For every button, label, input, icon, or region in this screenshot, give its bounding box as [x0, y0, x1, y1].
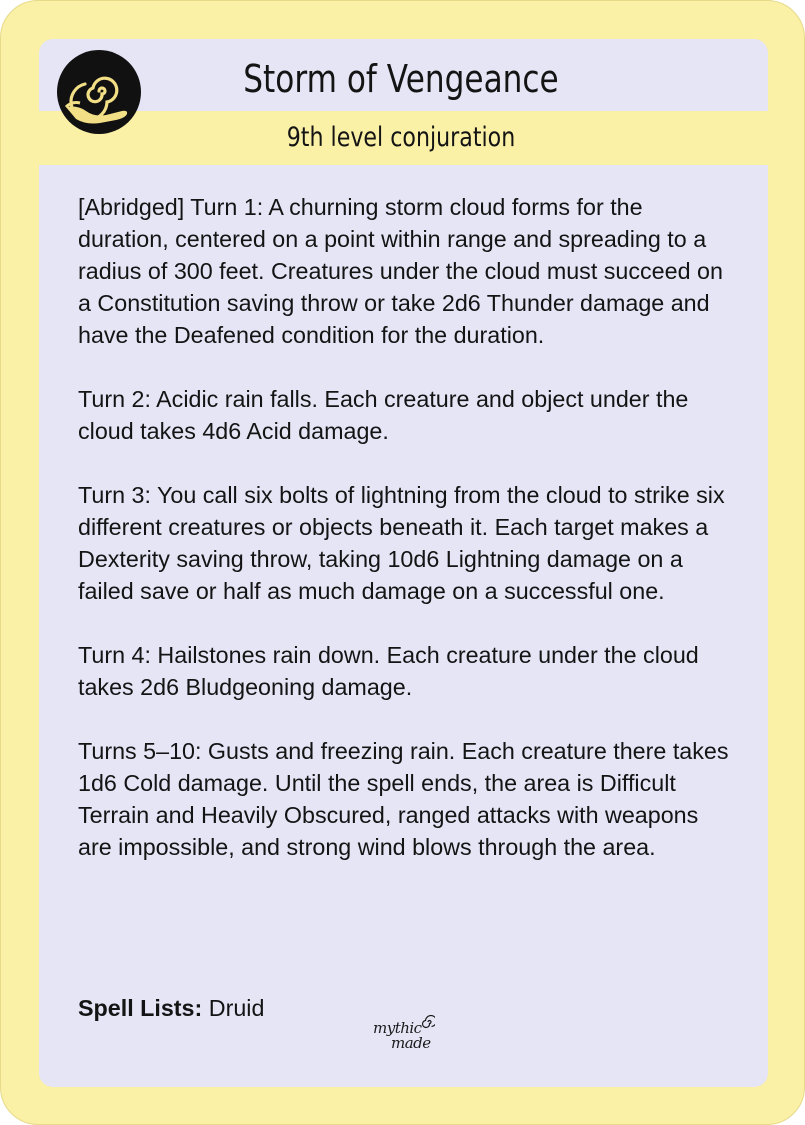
- spiral-hand-icon: [56, 49, 142, 135]
- description-paragraph: Turns 5–10: Gusts and freezing rain. Each creature there takes 1d6 Cold damage. Until the spell ends, the area is Difficult Terrain and Heavily Obscured, ranged attacks with weapons are impossible, and strong wind blows through the area.: [78, 738, 729, 860]
- mythic-made-logo: [369, 1015, 439, 1059]
- spell-description: [78, 191, 738, 895]
- logo-line-2: made: [391, 1034, 431, 1052]
- spell-title: Storm of Vengeance: [243, 57, 559, 101]
- description-paragraph: [Abridged] Turn 1: A churning storm cloud forms for the duration, centered on a point within range and spreading to a radius of 300 feet. Creatures under the cloud must succeed on a Constitution saving throw or take 2d6 Thunder damage and have the Deafened condition for the duration.: [78, 194, 723, 348]
- spell-lists: [78, 992, 264, 1024]
- logo-line-1: mythic: [373, 1019, 422, 1037]
- description-paragraph: Turn 2: Acidic rain falls. Each creature and object under the cloud takes 4d6 Acid damage.: [78, 386, 689, 444]
- logo-curl-icon: [421, 1015, 435, 1029]
- spell-lists-label: Spell Lists:: [78, 995, 203, 1021]
- spell-lists-value: Druid: [208, 995, 265, 1021]
- description-paragraph: Turn 3: You call six bolts of lightning from the cloud to strike six different creatures or objects beneath it. Each target makes a Dexterity saving throw, taking 10d6 Lightning damage on a failed save or half as much damage on a successful one.: [78, 482, 725, 604]
- spell-level: 9th level conjuration: [286, 122, 516, 153]
- description-paragraph: Turn 4: Hailstones rain down. Each creature under the cloud takes 2d6 Bludgeoning damage.: [78, 642, 699, 700]
